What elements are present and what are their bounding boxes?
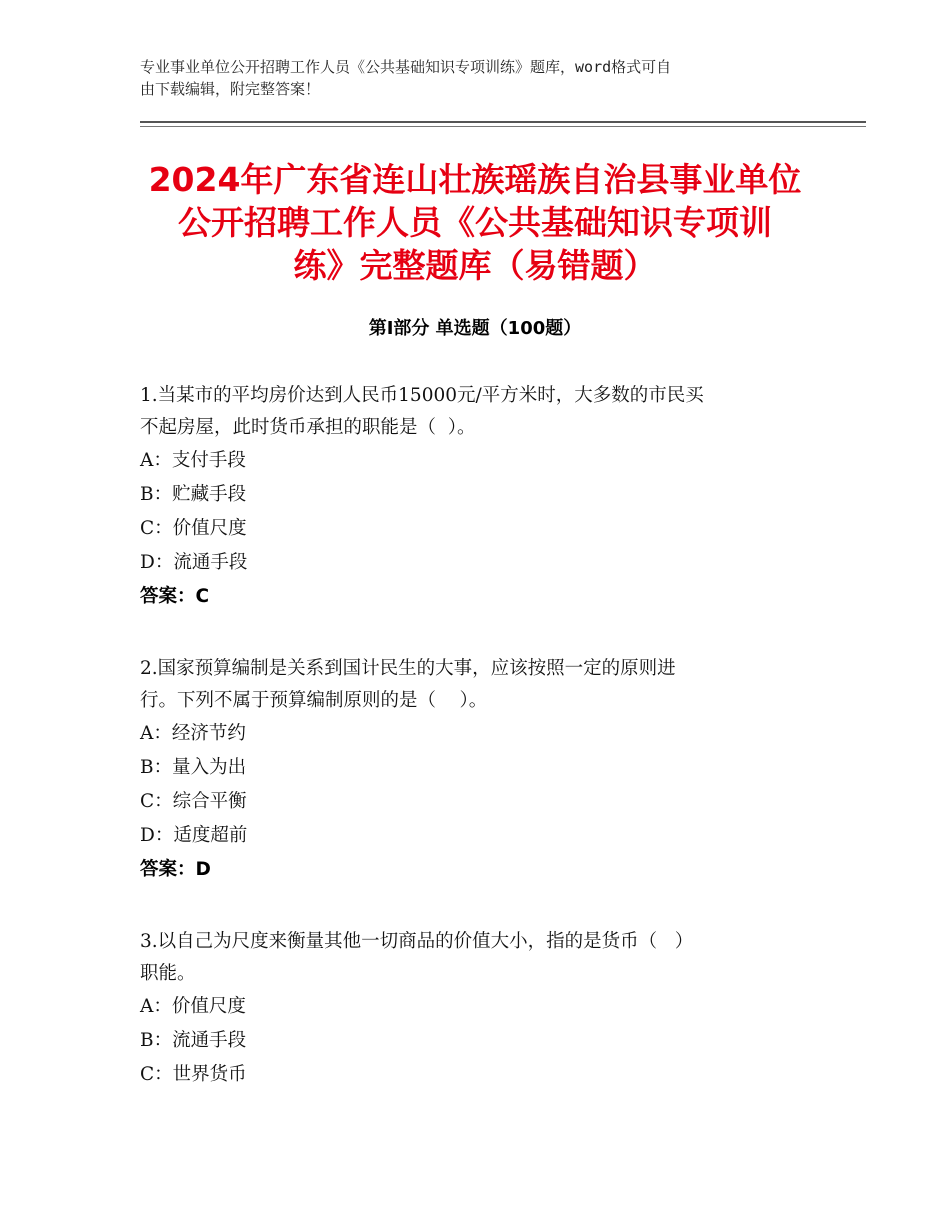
question-stem — [140, 380, 820, 444]
option-a: A：支付手段 — [140, 450, 246, 471]
question-2 — [140, 653, 820, 887]
question-stem-line: 3.以自己为尺度来衡量其他一切商品的价值大小，指的是货币（ ） — [140, 931, 694, 952]
question-stem — [140, 926, 820, 990]
question-stem-line: 2.国家预算编制是关系到国计民生的大事，应该按照一定的原则进 — [140, 658, 676, 679]
option-c: C：综合平衡 — [140, 791, 247, 812]
option-b: B：贮藏手段 — [140, 484, 247, 505]
header-note-line: 由下载编辑，附完整答案！ — [140, 80, 321, 98]
question-stem-line: 职能。 — [140, 963, 196, 984]
option-a: A：价值尺度 — [140, 996, 246, 1017]
question-1 — [140, 380, 820, 614]
header-note — [140, 56, 820, 100]
option-d: D：流通手段 — [140, 552, 248, 573]
title-line: 练》完整题库（易错题） — [293, 246, 657, 285]
header-divider-thick — [140, 121, 866, 123]
question-stem-line: 1.当某市的平均房价达到人民币15000元/平方米时，大多数的市民买 — [140, 385, 704, 406]
section-heading: 第Ⅰ部分 单选题（100题） — [368, 318, 582, 339]
question-stem — [140, 653, 820, 717]
title-line: 2024年广东省连山壮族瑶族自治县事业单位 — [148, 160, 802, 199]
question-stem-line: 行。下列不属于预算编制原则的是（ ）。 — [140, 690, 488, 711]
option-d: D：适度超前 — [140, 825, 248, 846]
answer: 答案：C — [140, 586, 210, 607]
title-line: 公开招聘工作人员《公共基础知识专项训 — [178, 203, 772, 242]
option-b: B：流通手段 — [140, 1030, 247, 1051]
header-divider-thin — [140, 126, 866, 127]
question-3 — [140, 926, 820, 1092]
option-b: B：量入为出 — [140, 757, 247, 778]
option-c: C：价值尺度 — [140, 518, 247, 539]
option-a: A：经济节约 — [140, 723, 246, 744]
answer: 答案：D — [140, 859, 211, 880]
option-c: C：世界货币 — [140, 1064, 247, 1085]
question-stem-line: 不起房屋，此时货币承担的职能是（ ）。 — [140, 417, 476, 438]
header-note-line: 专业事业单位公开招聘工作人员《公共基础知识专项训练》题库，word格式可自 — [140, 58, 672, 76]
document-title — [140, 158, 810, 287]
